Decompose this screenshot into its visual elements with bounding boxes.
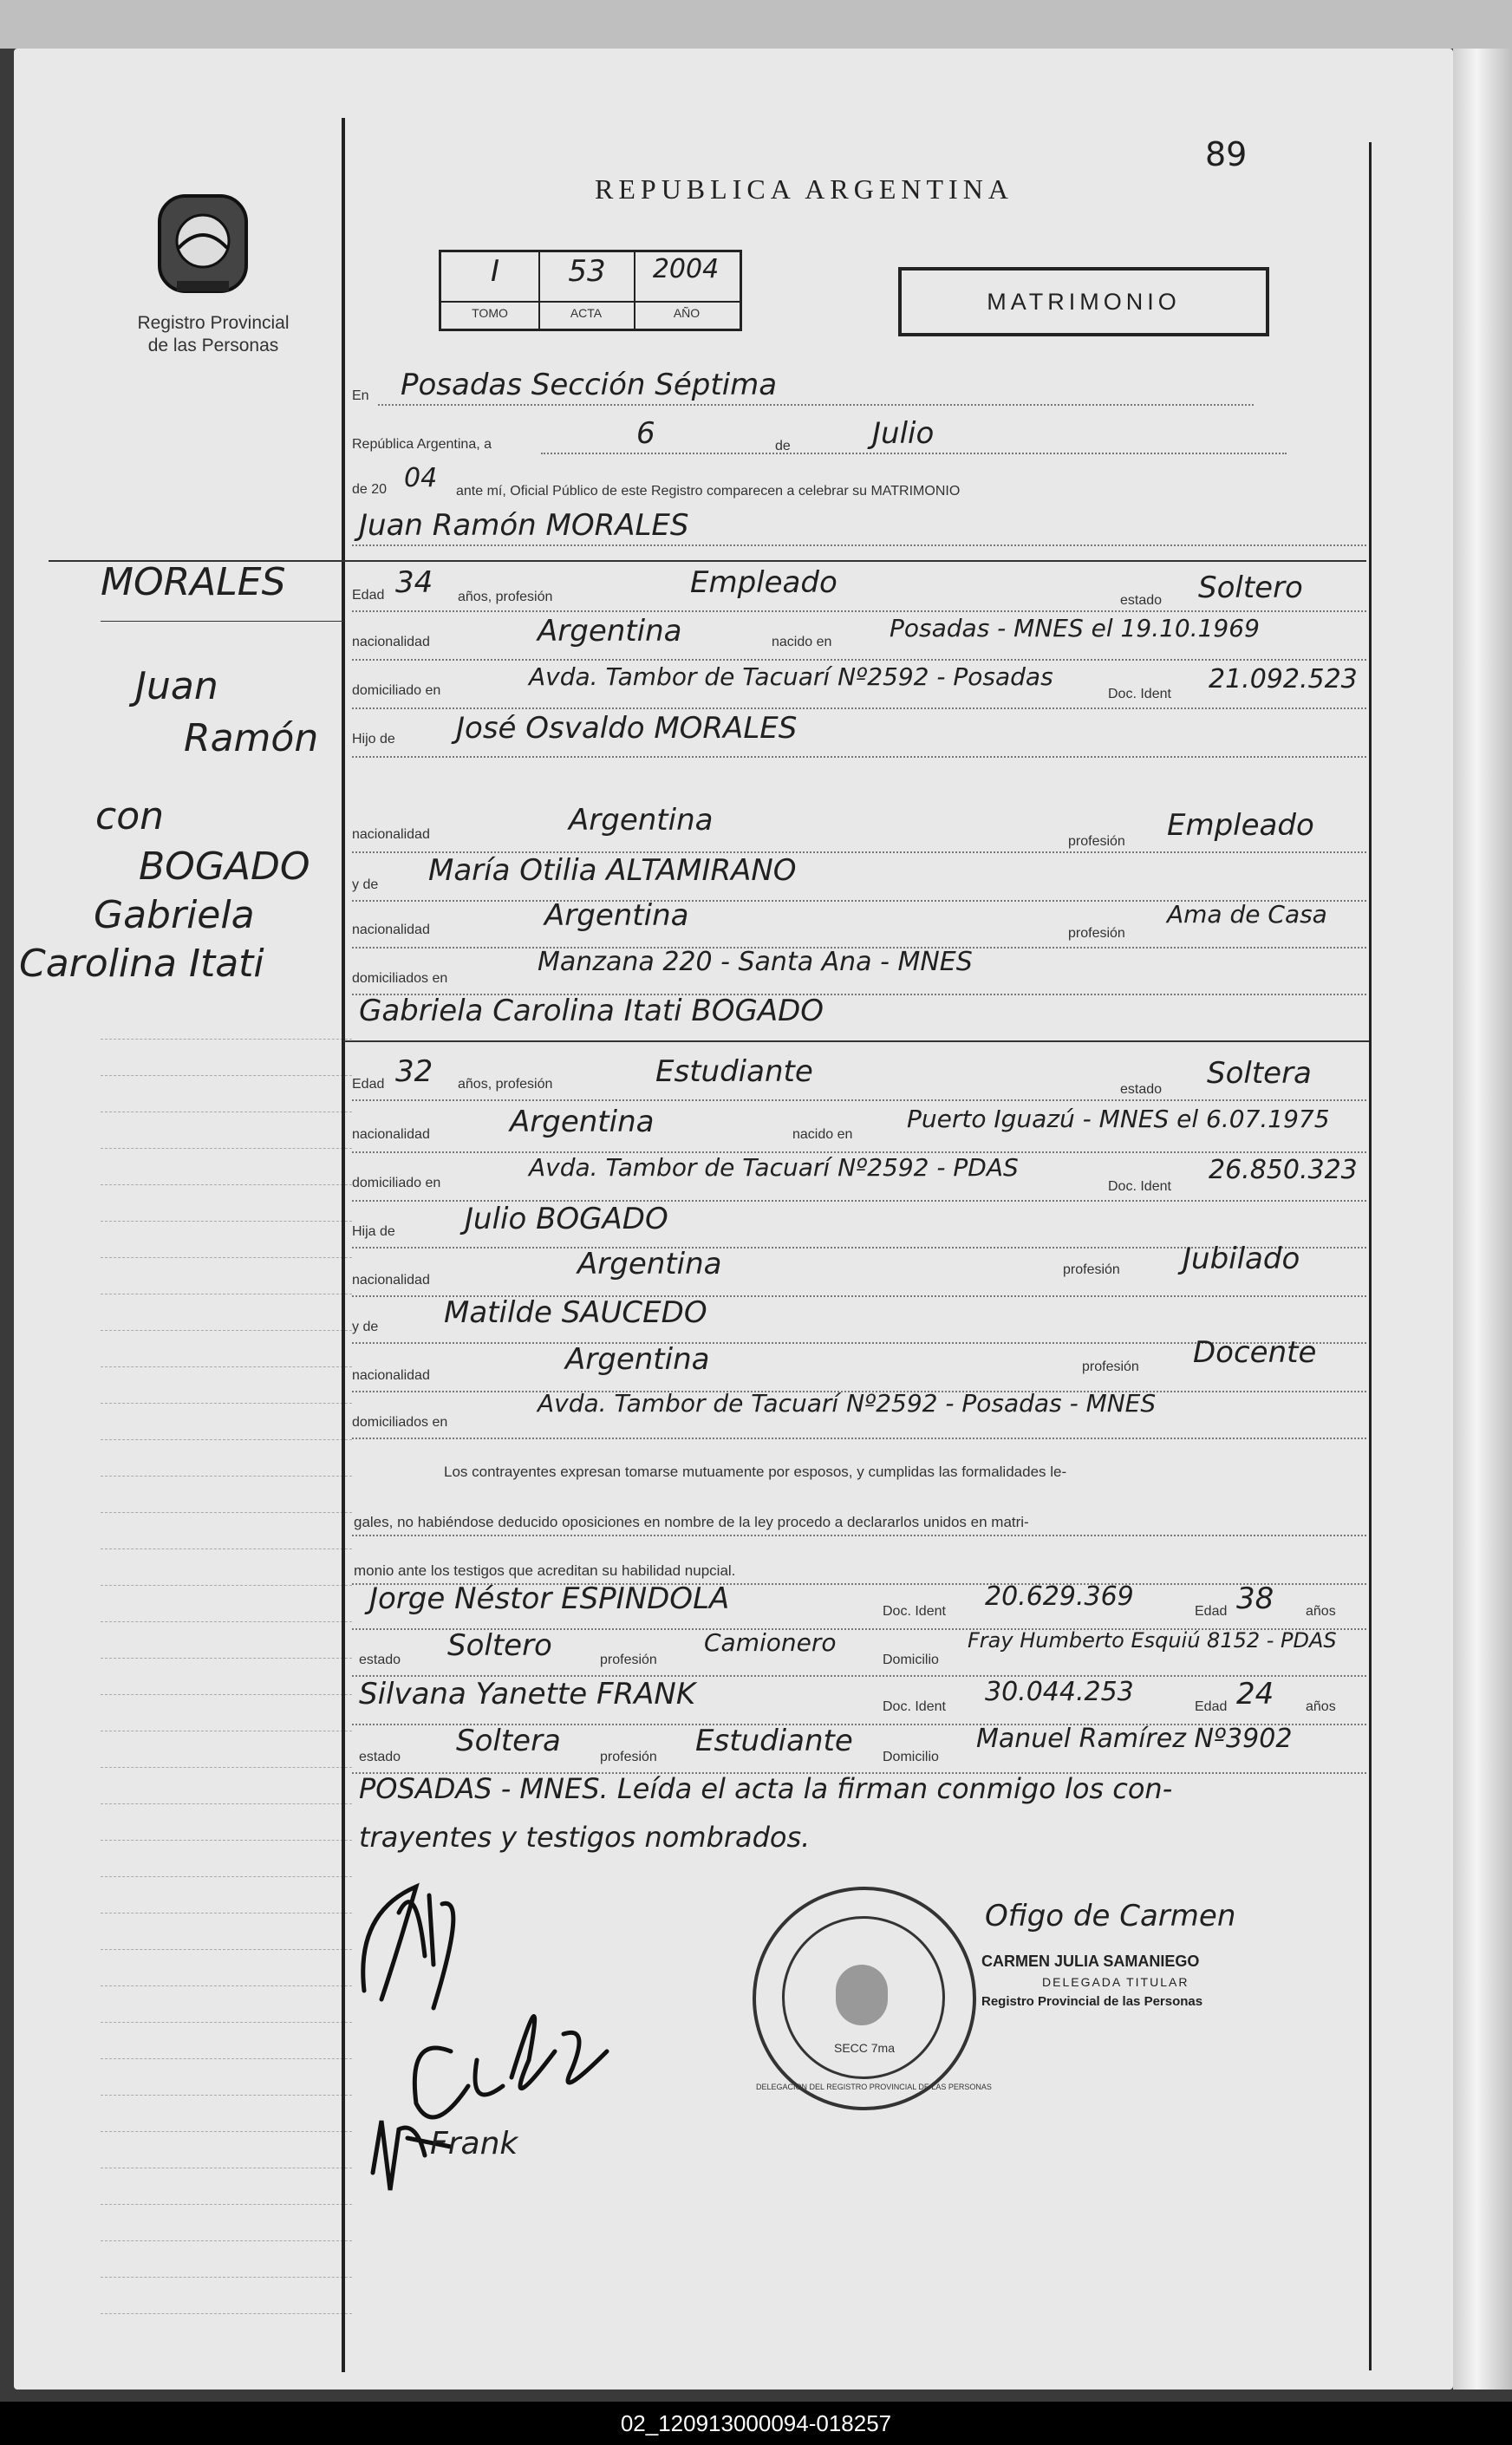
de20-label: de 20 (352, 482, 388, 497)
witness2-anos-label: años (1306, 1699, 1336, 1714)
book-top-edge (0, 0, 1512, 49)
witness1-doc: 20.629.369 (985, 1581, 1134, 1612)
ano-value: 2004 (652, 254, 720, 284)
bride-yde-label: y de (352, 1320, 379, 1334)
bride-madre-nac-label: nacionalidad (352, 1368, 430, 1383)
bride-nac-label: nacionalidad (352, 1127, 430, 1142)
registry-seal (753, 1887, 992, 2110)
groom-domicilios: Manzana 220 - Santa Ana - MNES (538, 947, 973, 977)
bride-madre-prof: Docente (1193, 1335, 1317, 1370)
statement-line-3: monio ante los testigos que acreditan su habilidad nupcial. (354, 1562, 736, 1579)
groom-doc-label: Doc. Ident (1108, 687, 1171, 701)
bride-nacido-en: Puerto Iguazú - MNES el 6.07.1975 (907, 1105, 1330, 1133)
bride-madre-nac: Argentina (565, 1342, 710, 1377)
witness1-doc-label: Doc. Ident (883, 1604, 946, 1619)
margin-divider (342, 118, 345, 2372)
bride-edad-label: Edad (352, 1077, 385, 1092)
groom-estado-label: estado (1120, 593, 1163, 608)
province-emblem (151, 187, 255, 309)
margin-name-4: Carolina Itati (19, 942, 264, 986)
statement-line-1: Los contrayentes expresan tomarse mutuamente por esposos, y cumplidas las formalidades le- (444, 1464, 1067, 1480)
bride-nacionalidad: Argentina (510, 1105, 655, 1139)
official-title: DELEGADA TITULAR (1042, 1975, 1189, 1989)
witness2-name: Silvana Yanette FRANK (359, 1677, 696, 1712)
bride-padre-nac: Argentina (577, 1247, 722, 1281)
book-binding (1453, 49, 1512, 2390)
place-value: Posadas Sección Séptima (401, 368, 778, 402)
bride-doc-label: Doc. Ident (1108, 1179, 1171, 1194)
closing-line-2: trayentes y testigos nombrados. (359, 1821, 811, 1854)
bride-prof-label: años, profesión (458, 1077, 553, 1092)
bride-estado: Soltera (1207, 1056, 1312, 1091)
day-value: 6 (636, 416, 655, 451)
witness1-estado-label: estado (359, 1653, 401, 1667)
witness1-anos-label: años (1306, 1604, 1336, 1619)
year-suffix: 04 (404, 463, 438, 493)
republica-label: República Argentina, a (352, 437, 492, 452)
acta-value: 53 (568, 254, 606, 289)
witness2-prof-label: profesión (600, 1750, 657, 1764)
de-label: de (775, 439, 791, 453)
groom-edad-label: Edad (352, 588, 385, 603)
groom-nacido-en: Posadas - MNES el 19.10.1969 (890, 614, 1260, 642)
acta-label: ACTA (570, 306, 603, 320)
witness1-dom-label: Domicilio (883, 1653, 939, 1667)
bride-madre-prof-label: profesión (1082, 1359, 1139, 1374)
margin-name-3: Gabriela (94, 893, 255, 937)
witness2-profesion: Estudiante (695, 1724, 853, 1758)
country-title: REPUBLICA ARGENTINA (595, 173, 1013, 205)
official-org: Registro Provincial de las Personas (981, 1994, 1203, 2009)
witness1-prof-label: profesión (600, 1653, 657, 1667)
groom-padre-nac: Argentina (569, 803, 714, 838)
statement-line-2: gales, no habiéndose deducido oposiciones en nombre de la ley procedo a declararlos unidos en matri- (354, 1514, 1029, 1530)
bride-madre: Matilde SAUCEDO (444, 1295, 707, 1330)
groom-nacionalidad: Argentina (538, 614, 682, 649)
bride-doms-label: domiciliados en (352, 1415, 448, 1430)
closing-line-1: POSADAS - MNES. Leída el acta la firman conmigo los con- (359, 1772, 1173, 1805)
bride-edad: 32 (395, 1054, 433, 1089)
en-label: En (352, 388, 369, 403)
bride-estado-label: estado (1120, 1082, 1163, 1097)
scan-code-footer: 02_120913000094-018257 (0, 2402, 1512, 2445)
groom-edad: 34 (395, 565, 433, 600)
groom-estado: Soltero (1198, 570, 1303, 605)
official-name: CARMEN JULIA SAMANIEGO (981, 1953, 1200, 1970)
witness2-estado: Soltera (456, 1724, 561, 1758)
groom-domicilio: Avda. Tambor de Tacuarí Nº2592 - Posadas (529, 662, 1053, 691)
groom-madre: María Otilia ALTAMIRANO (428, 853, 797, 888)
tomo-label: TOMO (472, 306, 508, 320)
right-border (1369, 142, 1372, 2370)
witness2-dom-label: Domicilio (883, 1750, 939, 1764)
groom-madre-nac: Argentina (544, 898, 689, 933)
registry-name (118, 312, 309, 357)
groom-dom-label: domiciliado en (352, 683, 441, 698)
witness2-estado-label: estado (359, 1750, 401, 1764)
groom-nacido-label: nacido en (772, 635, 832, 649)
groom-prof-label: años, profesión (458, 590, 553, 604)
registry-line-2: de las Personas (147, 336, 279, 355)
bride-domicilio: Avda. Tambor de Tacuarí Nº2592 - PDAS (529, 1153, 1019, 1182)
witness1-edad: 38 (1236, 1581, 1274, 1616)
witness1-profesion: Camionero (704, 1628, 837, 1657)
groom-name: Juan Ramón MORALES (359, 508, 689, 543)
groom-yde-label: y de (352, 877, 379, 892)
bride-hija-label: Hija de (352, 1224, 395, 1239)
bride-padre-prof: Jubilado (1183, 1242, 1300, 1276)
ante-mi-text: ante mí, Oficial Público de este Registro comparecen a celebrar su MATRIMONIO (456, 484, 961, 499)
witness1-estado: Soltero (447, 1628, 552, 1663)
bride-name: Gabriela Carolina Itati BOGADO (359, 994, 824, 1028)
groom-madre-prof: Ama de Casa (1167, 900, 1327, 929)
contrayente-signatures (347, 1861, 659, 2225)
margin-name-1: Juan (135, 664, 218, 708)
bride-doc: 26.850.323 (1209, 1155, 1358, 1185)
groom-nac-label: nacionalidad (352, 635, 430, 649)
month-value: Julio (872, 416, 935, 451)
groom-padre-nac-label: nacionalidad (352, 827, 430, 842)
groom-padre-prof-label: profesión (1068, 834, 1125, 849)
bride-nacido-label: nacido en (792, 1127, 853, 1142)
groom-padre: José Osvaldo MORALES (456, 711, 798, 746)
groom-hijo-label: Hijo de (352, 732, 395, 747)
witness2-edad-label: Edad (1195, 1699, 1228, 1714)
witness1-edad-label: Edad (1195, 1604, 1228, 1619)
bride-dom-label: domiciliado en (352, 1176, 441, 1190)
bride-padre-prof-label: profesión (1063, 1262, 1120, 1277)
groom-madre-nac-label: nacionalidad (352, 923, 430, 937)
witness1-name: Jorge Néstor ESPINDOLA (369, 1581, 730, 1616)
groom-madre-prof-label: profesión (1068, 926, 1125, 941)
margin-surname: MORALES (101, 560, 286, 604)
page-number: 89 (1205, 135, 1248, 173)
margin-con: con (95, 794, 164, 838)
witness2-edad: 24 (1236, 1677, 1274, 1712)
doc-type: MATRIMONIO (987, 289, 1181, 315)
tomo-value: I (490, 254, 500, 289)
register-page (14, 49, 1453, 2390)
witness2-doc: 30.044.253 (985, 1677, 1134, 1707)
groom-profesion: Empleado (690, 565, 837, 600)
bride-padre-nac-label: nacionalidad (352, 1273, 430, 1288)
official-signature: Ofigo de Carmen (985, 1899, 1236, 1933)
ano-label: AÑO (673, 306, 701, 320)
bride-profesion: Estudiante (655, 1054, 813, 1089)
witness-frank-signature: Frank (430, 2126, 518, 2161)
bride-padre: Julio BOGADO (465, 1202, 668, 1236)
margin-surname-2: BOGADO (139, 844, 310, 889)
groom-doms-label: domiciliados en (352, 971, 448, 986)
tomo-acta-box (439, 250, 742, 331)
doc-type-box (898, 267, 1269, 336)
witness1-domicilio: Fray Humberto Esquiú 8152 - PDAS (968, 1628, 1337, 1653)
bride-domicilios: Avda. Tambor de Tacuarí Nº2592 - Posadas - MNES (538, 1389, 1157, 1418)
witness2-domicilio: Manuel Ramírez Nº3902 (976, 1724, 1293, 1754)
margin-name-2: Ramón (184, 716, 319, 760)
groom-padre-prof: Empleado (1167, 808, 1314, 843)
registry-line-1: Registro Provincial (137, 313, 290, 333)
groom-doc: 21.092.523 (1209, 664, 1358, 694)
seal-text: DELEGACION DEL REGISTRO PROVINCIAL DE LAS PERSONAS (756, 2083, 992, 2091)
witness2-doc-label: Doc. Ident (883, 1699, 946, 1714)
seal-sub: SECC 7ma (833, 2041, 896, 2055)
